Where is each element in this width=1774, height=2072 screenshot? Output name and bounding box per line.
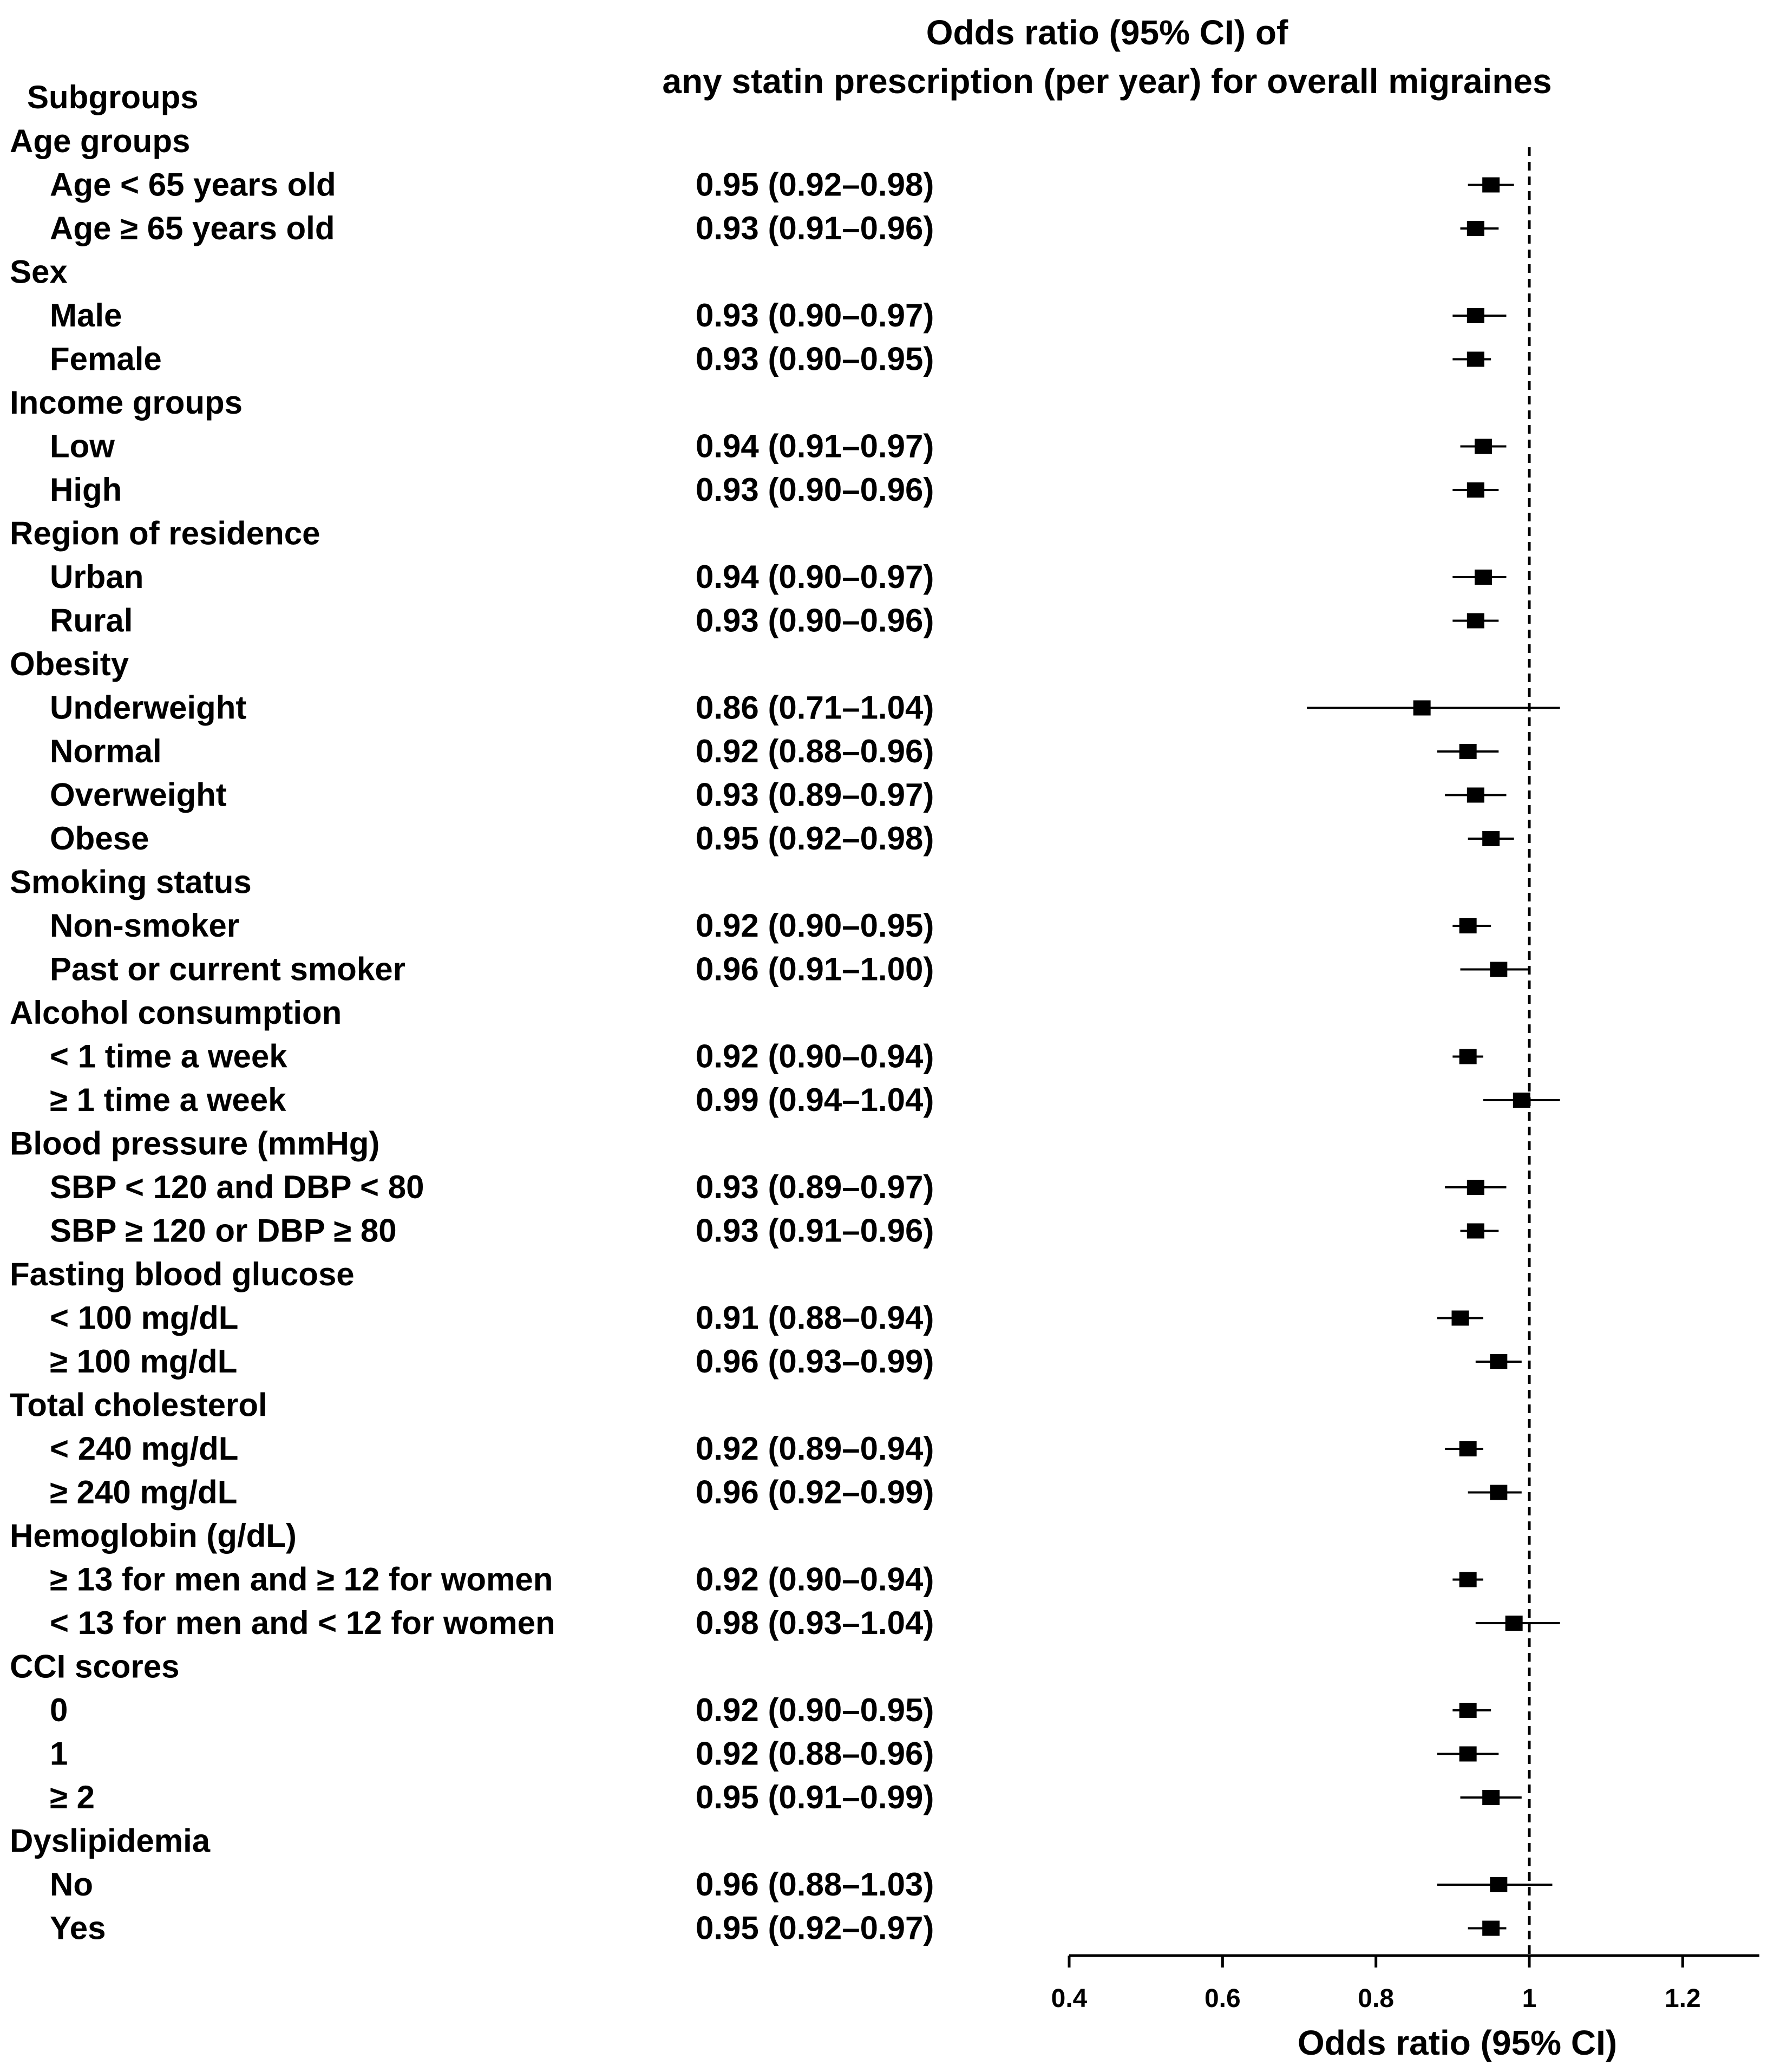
- group-header: Obesity: [10, 646, 129, 682]
- point-estimate-marker: [1505, 1616, 1523, 1631]
- subgroup-label: 0: [50, 1692, 68, 1728]
- point-estimate-marker: [1467, 1224, 1484, 1239]
- or-ci-text: 0.96 (0.91–1.00): [696, 951, 934, 988]
- or-ci-text: 0.92 (0.88–0.96): [696, 733, 934, 769]
- subgroup-label: SBP < 120 and DBP < 80: [50, 1169, 424, 1205]
- point-estimate-marker: [1459, 918, 1477, 933]
- x-tick-label: 0.8: [1358, 1984, 1395, 2013]
- point-estimate-marker: [1467, 613, 1484, 629]
- point-estimate-marker: [1467, 788, 1484, 803]
- subgroup-label: 1: [50, 1735, 68, 1772]
- subgroup-label: Age ≥ 65 years old: [50, 210, 335, 246]
- point-estimate-marker: [1482, 1790, 1500, 1805]
- group-header: Smoking status: [10, 864, 252, 900]
- group-header: Income groups: [10, 384, 243, 421]
- group-header: Hemoglobin (g/dL): [10, 1518, 297, 1554]
- group-header: Fasting blood glucose: [10, 1256, 355, 1292]
- or-ci-text: 0.95 (0.91–0.99): [696, 1779, 934, 1815]
- or-ci-text: 0.92 (0.89–0.94): [696, 1430, 934, 1467]
- point-estimate-marker: [1459, 1572, 1477, 1587]
- subgroup-label: Rural: [50, 602, 133, 639]
- or-ci-text: 0.93 (0.90–0.95): [696, 341, 934, 377]
- subgroup-label: Underweight: [50, 689, 247, 726]
- or-ci-text: 0.96 (0.88–1.03): [696, 1866, 934, 1903]
- or-ci-text: 0.98 (0.93–1.04): [696, 1605, 934, 1641]
- subgroup-label: < 100 mg/dL: [50, 1299, 239, 1336]
- or-ci-text: 0.92 (0.90–0.94): [696, 1561, 934, 1598]
- point-estimate-marker: [1452, 1311, 1469, 1326]
- point-estimate-marker: [1490, 962, 1507, 977]
- subgroup-label: Normal: [50, 733, 162, 769]
- point-estimate-marker: [1459, 1049, 1477, 1064]
- or-ci-text: 0.92 (0.90–0.94): [696, 1038, 934, 1075]
- subgroup-label: < 240 mg/dL: [50, 1430, 239, 1467]
- point-estimate-marker: [1413, 701, 1431, 716]
- or-ci-text: 0.93 (0.89–0.97): [696, 776, 934, 813]
- subgroup-label: Non-smoker: [50, 907, 240, 944]
- chart-title-line-1: Odds ratio (95% CI) of: [926, 13, 1288, 52]
- subgroup-label: No: [50, 1866, 93, 1903]
- point-estimate-marker: [1490, 1354, 1507, 1369]
- or-ci-text: 0.94 (0.90–0.97): [696, 559, 934, 595]
- x-axis-label: Odds ratio (95% CI): [1297, 2023, 1618, 2062]
- subgroups-header: Subgroups: [27, 79, 199, 115]
- or-ci-text: 0.92 (0.90–0.95): [696, 1692, 934, 1728]
- or-ci-text: 0.95 (0.92–0.98): [696, 166, 934, 203]
- subgroup-label: Past or current smoker: [50, 951, 405, 988]
- or-ci-text: 0.99 (0.94–1.04): [696, 1082, 934, 1118]
- chart-title-line-2: any statin prescription (per year) for overall migraines: [662, 62, 1552, 101]
- subgroup-label: Yes: [50, 1910, 106, 1946]
- subgroup-label: Female: [50, 341, 162, 377]
- x-tick-label: 1: [1522, 1984, 1537, 2013]
- group-header: Dyslipidemia: [10, 1822, 211, 1859]
- point-estimate-marker: [1467, 482, 1484, 498]
- subgroup-label: Urban: [50, 559, 144, 595]
- point-estimate-marker: [1490, 1877, 1507, 1892]
- group-header: Region of residence: [10, 515, 320, 552]
- subgroup-label: ≥ 2: [50, 1779, 95, 1815]
- or-ci-text: 0.93 (0.90–0.97): [696, 297, 934, 334]
- subgroup-label: ≥ 1 time a week: [50, 1082, 286, 1118]
- subgroup-label: Low: [50, 428, 115, 465]
- point-estimate-marker: [1467, 221, 1484, 236]
- point-estimate-marker: [1467, 352, 1484, 367]
- or-ci-text: 0.92 (0.88–0.96): [696, 1735, 934, 1772]
- or-ci-text: 0.96 (0.92–0.99): [696, 1474, 934, 1511]
- subgroup-label: ≥ 13 for men and ≥ 12 for women: [50, 1561, 553, 1598]
- group-header: Blood pressure (mmHg): [10, 1125, 380, 1162]
- point-estimate-marker: [1475, 570, 1492, 585]
- point-estimate-marker: [1459, 1747, 1477, 1762]
- group-header: Sex: [10, 253, 68, 290]
- point-estimate-marker: [1475, 439, 1492, 454]
- or-ci-text: 0.91 (0.88–0.94): [696, 1299, 934, 1336]
- subgroup-label: High: [50, 472, 122, 508]
- subgroup-label: Age < 65 years old: [50, 166, 336, 203]
- point-estimate-marker: [1467, 1180, 1484, 1195]
- group-header: Total cholesterol: [10, 1387, 267, 1423]
- subgroup-label: ≥ 100 mg/dL: [50, 1343, 238, 1380]
- point-estimate-marker: [1482, 178, 1500, 193]
- point-estimate-marker: [1482, 831, 1500, 846]
- group-header: CCI scores: [10, 1648, 180, 1685]
- subgroup-label: < 13 for men and < 12 for women: [50, 1605, 555, 1641]
- subgroup-label: Overweight: [50, 776, 227, 813]
- or-ci-text: 0.93 (0.89–0.97): [696, 1169, 934, 1205]
- or-ci-text: 0.93 (0.90–0.96): [696, 602, 934, 639]
- x-tick-label: 0.6: [1204, 1984, 1241, 2013]
- subgroup-label: ≥ 240 mg/dL: [50, 1474, 238, 1511]
- point-estimate-marker: [1459, 1441, 1477, 1456]
- x-tick-label: 1.2: [1664, 1984, 1701, 2013]
- x-axis: [1051, 1956, 1759, 2013]
- forest-rows: [10, 123, 1560, 1946]
- point-estimate-marker: [1467, 308, 1484, 323]
- group-header: Alcohol consumption: [10, 995, 342, 1031]
- or-ci-text: 0.93 (0.90–0.96): [696, 472, 934, 508]
- point-estimate-marker: [1490, 1485, 1507, 1500]
- or-ci-text: 0.93 (0.91–0.96): [696, 1212, 934, 1249]
- or-ci-text: 0.93 (0.91–0.96): [696, 210, 934, 246]
- or-ci-text: 0.95 (0.92–0.98): [696, 820, 934, 857]
- subgroup-label: Obese: [50, 820, 149, 857]
- subgroup-label: SBP ≥ 120 or DBP ≥ 80: [50, 1212, 397, 1249]
- point-estimate-marker: [1459, 744, 1477, 759]
- point-estimate-marker: [1513, 1093, 1530, 1108]
- or-ci-text: 0.92 (0.90–0.95): [696, 907, 934, 944]
- subgroup-label: Male: [50, 297, 122, 334]
- or-ci-text: 0.96 (0.93–0.99): [696, 1343, 934, 1380]
- or-ci-text: 0.86 (0.71–1.04): [696, 689, 934, 726]
- or-ci-text: 0.94 (0.91–0.97): [696, 428, 934, 465]
- or-ci-text: 0.95 (0.92–0.97): [696, 1910, 934, 1946]
- point-estimate-marker: [1482, 1921, 1500, 1936]
- point-estimate-marker: [1459, 1703, 1477, 1718]
- group-header: Age groups: [10, 123, 191, 159]
- x-tick-label: 0.4: [1051, 1984, 1088, 2013]
- subgroup-label: < 1 time a week: [50, 1038, 287, 1075]
